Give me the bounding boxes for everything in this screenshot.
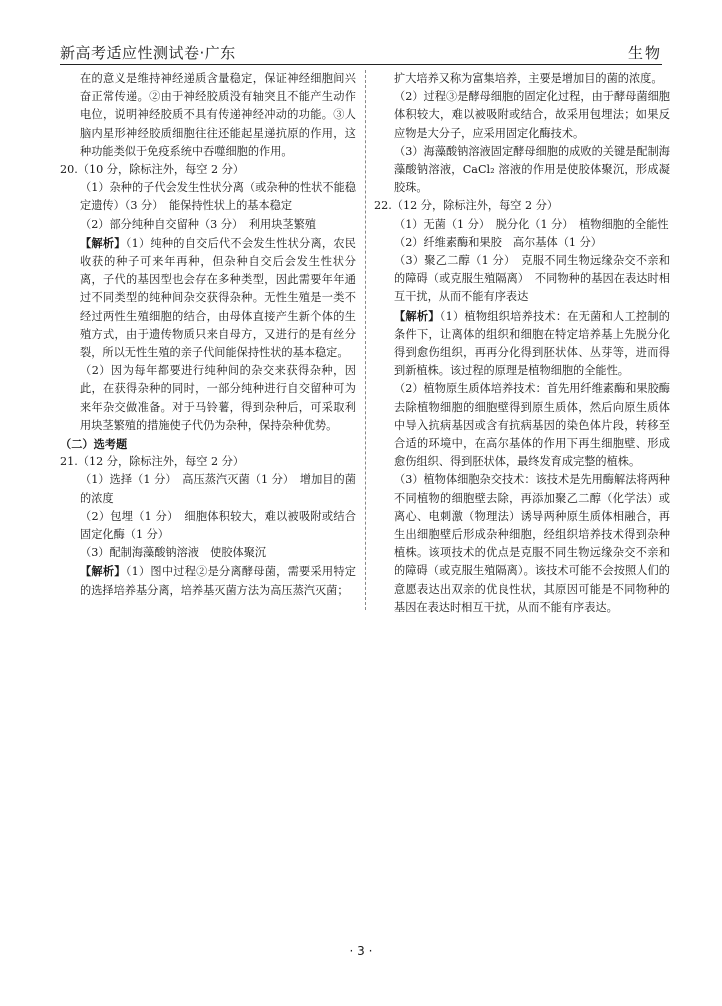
paragraph [60,216,356,234]
analysis-tag: 【解析】 [394,308,440,323]
subject-label: 生物 [627,44,662,62]
paragraph-text: （1）植物组织培养技术：在无菌和人工控制的条件下，让离体的组织和细胞在特定培养基上先脱分化得到愈伤组织，再再分化得到胚状体、丛芽等，进而得到新植株。该过程的原理是植物细胞的全能性。 [394,309,670,378]
paragraph [60,234,356,362]
paragraph [374,471,670,617]
paragraph-text: （2）部分纯种自交留种（3 分） 利用块茎繁殖 [80,217,316,231]
paragraph-text: （1）无菌（1 分） 脱分化（1 分） 植物细胞的全能性 [394,217,669,231]
paragraph-text: 22.（12 分，除标注外，每空 2 分） [374,199,559,213]
paragraph [60,435,356,453]
paragraph [374,143,670,198]
paragraph [374,216,670,234]
paragraph-text: （3）海藻酸钠溶液固定酵母细胞的成败的关键是配制海藻酸钠溶液，CaCl₂ 溶液的作用是使胶体聚沉，形成凝胶珠。 [394,144,670,195]
left-column [60,70,368,600]
analysis-tag: 【解析】 [80,564,126,579]
paragraph-text: （2）纤维素酶和果胶 高尔基体（1 分） [394,235,602,249]
paragraph-text: （2）因为每年都要进行纯种间的杂交来获得杂种，因此，在获得杂种的同时，一部分纯种进行自交留种可为来年杂交做准备。对于马铃薯，得到杂种后，可采取利用块茎繁殖的措施使子代仍为杂种，保持杂种优势。 [80,364,356,432]
paragraph-text: （2）植物原生质体培养技术：首先用纤维素酶和果胶酶去除植物细胞的细胞壁得到原生质体，然后向原生质体中导入抗病基因或含有抗病基因的染色体片段，转移至合适的环境中，在高尔基体的作用下再生细胞壁、形成愈伤组织、得到胚状体，最终发育成完整的植株。 [394,382,670,469]
paragraph-text: （二）选考题 [60,437,128,452]
paragraph-text: （3）配制海藻酸钠溶液 使胶体聚沉 [80,546,267,560]
paragraph [60,562,356,599]
right-column [374,70,670,617]
paragraph-text: 扩大培养又称为富集培养，主要是增加目的菌的浓度。 [394,72,663,85]
paragraph [60,508,368,544]
analysis-tag: 【解析】 [80,235,126,250]
paragraph-text: （1）纯种的自交后代不会发生性状分离，农民收获的种子可来年再种，但杂种自交后会发生性状分离，子代的基因型也会存在多种类型，因此需要年年通过不同类型的纯种间杂交获得杂种。无性生殖是一类不经过两性生殖细胞的结合，由母体直接产生新个体的生殖方式，由于遗传物质只来自母方，又进行的是有丝分裂，所以无性生殖的亲子代间能保持性状的基本稳定。 [80,236,356,360]
paragraph-text: 20.（10 分，除标注外，每空 2 分） [60,163,245,177]
paragraph [60,471,356,507]
paragraph-text: 21.（12 分，除标注外，每空 2 分） [60,455,245,469]
paragraph-text: （2）包埋（1 分） 细胞体积较大，难以被吸附或结合 固定化酶（1 分） [80,509,368,542]
header-rule [60,64,662,65]
paragraph [374,252,670,307]
paragraph-text: （1）选择（1 分） 高压蒸汽灭菌（1 分） 增加目的菌的浓度 [80,473,356,505]
paragraph [60,453,356,471]
paragraph [60,362,356,435]
paragraph [374,380,670,471]
paragraph [374,88,670,143]
paragraph [374,307,670,381]
paragraph [60,179,356,215]
exam-title: 新高考适应性测试卷·广东 [60,44,236,62]
paragraph-text: （1）图中过程②是分离酵母菌，需要采用特定的选择培养基分离，培养基灭菌方法为高压蒸汽灭菌； [80,565,356,597]
paragraph [374,234,670,252]
paragraph [60,70,356,161]
paragraph-text: （2）过程③是酵母细胞的固定化过程，由于酵母菌细胞体积较大，难以被吸附或结合，故采用包埋法；如果反应物是大分子，应采用固定化酶技术。 [394,90,670,140]
page-number: · 3 · [349,944,373,958]
paragraph [60,161,356,179]
column-divider [365,70,366,610]
paragraph [60,544,356,562]
paragraph-text: 在的意义是维持神经递质含量稳定，保证神经细胞间兴奋正常传递。②由于神经胶质没有轴突且不能产生动作电位，说明神经胶质不具有传递神经冲动的功能。③人脑内星形神经胶质细胞往往还能起星递抗原的作用，这种功能类似于免疫系统中吞噬细胞的作用。 [80,72,356,158]
paragraph-text: （3）聚乙二醇（1 分） 克服不同生物远缘杂交不亲和的障碍（或克服生殖隔离） 不同物种的基因在表达时相互干扰，从而不能有序表达 [394,254,670,304]
paragraph [374,197,670,215]
paragraph [374,70,670,88]
page-header [60,38,662,64]
paragraph-text: （3）植物体细胞杂交技术：该技术是先用酶解法将两种不同植物的细胞壁去除，再添加聚乙二醇（化学法）或离心、电刺激（物理法）诱导两种原生质体相融合，再生出细胞壁后形成杂种细胞，经组织培养技术得到杂种植株。该项技术的优点是克服不同生物远缘杂交不亲和的障碍（或克服生殖隔离）。该技术可能不会按照人们的意愿表达出双亲的优良性状，其原因可能是不同物种的基因在表达时相互干扰，从而不能有序表达。 [394,473,670,614]
paragraph-text: （1）杂种的子代会发生性状分离（或杂种的性状不能稳定遗传）（3 分） 能保持性状上的基本稳定 [80,181,356,213]
